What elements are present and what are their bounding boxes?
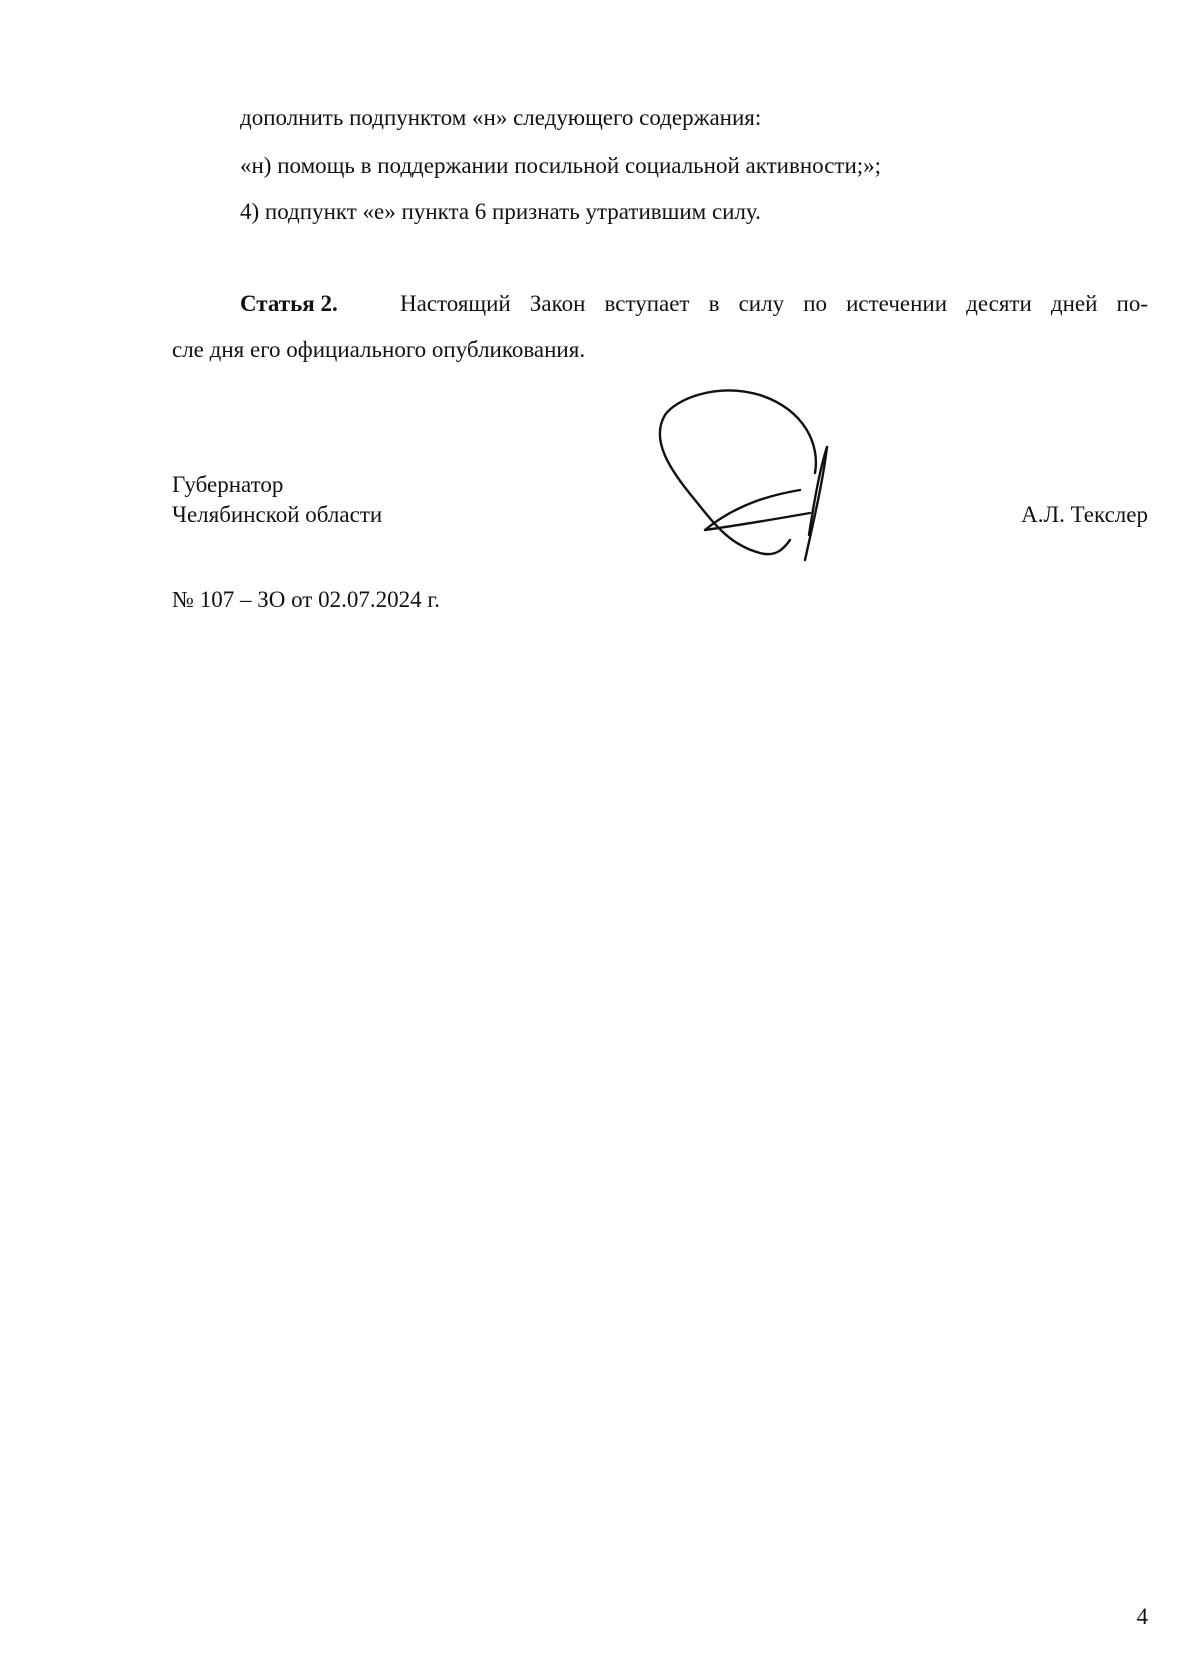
signatory-title-line-1: Губернатор — [172, 472, 284, 497]
article-word: Настоящий — [400, 291, 511, 316]
page-number: 4 — [1136, 1604, 1148, 1629]
article-word: дней — [1050, 291, 1098, 316]
amendment-line-3: 4) подпункт «е» пункта 6 признать утратившим силу. — [240, 199, 761, 224]
handwritten-signature — [645, 385, 845, 585]
amendment-line-1: дополнить подпунктом «н» следующего содержания: — [240, 105, 762, 130]
law-number: № 107 – ЗО от 02.07.2024 г. — [172, 587, 440, 612]
article-label: Статья 2. — [240, 291, 338, 316]
article-word: Закон — [529, 291, 586, 316]
article-word: по- — [1116, 291, 1148, 316]
article-word: в — [708, 291, 720, 316]
article-word: истечении — [846, 291, 948, 316]
article-word: силу — [738, 291, 785, 316]
signatory-name: А.Л. Текслер — [1021, 502, 1148, 527]
article-word: десяти — [966, 291, 1032, 316]
signatory-title-line-2: Челябинской области — [172, 502, 383, 527]
article-text-line-2: сле дня его официального опубликования. — [172, 337, 586, 362]
article-word: вступает — [604, 291, 690, 316]
amendment-line-2: «н) помощь в поддержании посильной социальной активности;»; — [240, 153, 882, 178]
article-word: по — [803, 291, 827, 316]
article-text-line-1 — [400, 289, 1148, 319]
